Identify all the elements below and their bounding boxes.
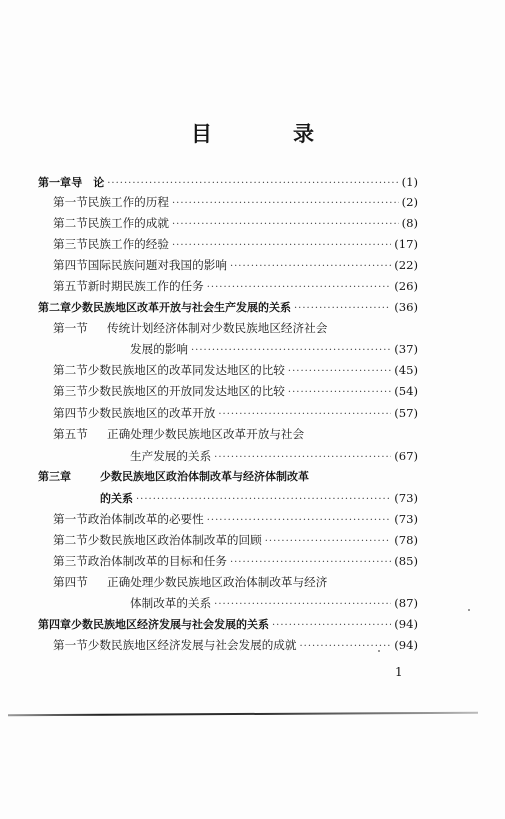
dot-leader <box>172 196 399 212</box>
toc-chapter-entry[interactable] <box>38 469 418 485</box>
scan-speck <box>468 609 470 611</box>
dot-leader <box>294 301 391 317</box>
entry-title-continued: 体制改革的关系 <box>130 596 212 610</box>
entry-page: (1) <box>401 175 418 189</box>
entry-title: 正确处理少数民族地区改革开放与社会 <box>107 427 305 441</box>
entry-title: 国际民族问题对我国的影响 <box>87 258 227 272</box>
entry-title: 传统计划经济体制对少数民族地区经济社会 <box>107 321 328 335</box>
section-number: 第一节 <box>53 321 88 335</box>
section-number: 第二节 <box>53 533 88 547</box>
toc-chapter-entry[interactable] <box>38 299 418 317</box>
entry-page: (54) <box>394 384 418 398</box>
toc-section-entry[interactable] <box>53 553 418 571</box>
entry-page: (94) <box>394 617 418 631</box>
dot-leader <box>207 513 391 529</box>
section-number: 第一节 <box>53 195 88 209</box>
toc-section-entry[interactable] <box>53 257 418 275</box>
section-number: 第四节 <box>53 575 88 589</box>
entry-title: 少数民族地区的开放同发达地区的比较 <box>87 384 285 398</box>
toc-entry-continuation[interactable] <box>100 490 418 508</box>
entry-page: (26) <box>394 279 418 293</box>
entry-title: 民族工作的经验 <box>87 237 169 251</box>
entry-title-continued: 发展的影响 <box>130 342 188 356</box>
toc-section-entry[interactable] <box>53 511 418 529</box>
toc-entry-continuation[interactable] <box>130 341 418 359</box>
entry-title: 民族工作的成就 <box>87 216 169 230</box>
entry-page: (36) <box>394 300 418 314</box>
entry-page: (17) <box>394 237 418 251</box>
toc-chapter-entry[interactable] <box>38 616 418 634</box>
section-number: 第一节 <box>53 638 88 652</box>
entry-title: 少数民族地区经济发展与社会发展的关系 <box>71 618 269 631</box>
entry-title: 导 论 <box>71 176 105 189</box>
section-number: 第五节 <box>53 279 88 293</box>
entry-page: (45) <box>394 363 418 377</box>
dot-leader <box>265 534 391 550</box>
toc-section-entry[interactable] <box>53 236 418 254</box>
toc-chapter-entry[interactable] <box>38 174 418 192</box>
dot-leader <box>214 450 391 466</box>
toc-section-entry[interactable] <box>53 383 418 401</box>
section-number: 第三节 <box>53 237 88 251</box>
dot-leader <box>300 639 392 655</box>
section-number: 第三节 <box>53 554 88 568</box>
entry-page: (87) <box>394 596 418 610</box>
entry-page: (8) <box>401 216 418 230</box>
section-number: 第二节 <box>53 216 88 230</box>
page-number: 1 <box>395 665 403 679</box>
entry-page: (94) <box>394 638 418 652</box>
chapter-number: 第二章 <box>38 301 71 314</box>
entry-page: (67) <box>394 449 418 463</box>
entry-title: 新时期民族工作的任务 <box>87 279 204 293</box>
section-number: 第五节 <box>53 427 88 441</box>
dot-leader <box>214 597 391 613</box>
toc-section-entry[interactable] <box>53 194 418 212</box>
entry-title: 少数民族地区的改革开放 <box>87 406 216 420</box>
dot-leader <box>288 364 391 380</box>
chapter-number: 第三章 <box>38 470 71 483</box>
dot-leader <box>230 259 391 275</box>
scan-speck <box>378 650 380 652</box>
dot-leader <box>172 238 391 254</box>
toc-section-entry[interactable] <box>53 215 418 233</box>
entry-page: (37) <box>394 342 418 356</box>
entry-title: 政治体制改革的目标和任务 <box>87 554 227 568</box>
toc-entry-continuation[interactable] <box>130 448 418 466</box>
entry-title: 正确处理少数民族地区政治体制改革与经济 <box>107 575 328 589</box>
dot-leader <box>107 176 398 192</box>
entry-title-continued: 生产发展的关系 <box>130 449 212 463</box>
entry-title: 少数民族地区经济发展与社会发展的成就 <box>87 638 297 652</box>
entry-page: (85) <box>394 554 418 568</box>
entry-title-continued: 的关系 <box>100 492 133 505</box>
entry-page: (57) <box>394 406 418 420</box>
toc-section-entry[interactable] <box>53 362 418 380</box>
dot-leader <box>136 492 391 508</box>
entry-page: (2) <box>401 195 418 209</box>
dot-leader <box>272 618 391 634</box>
section-number: 第四节 <box>53 406 88 420</box>
section-number: 第二节 <box>53 363 88 377</box>
dot-leader <box>288 385 391 401</box>
toc-section-entry[interactable] <box>53 405 418 423</box>
toc-section-entry[interactable] <box>53 574 418 590</box>
chapter-number: 第一章 <box>38 176 71 189</box>
entry-page: (22) <box>394 258 418 272</box>
chapter-number: 第四章 <box>38 618 71 631</box>
entry-page: (78) <box>394 533 418 547</box>
entry-title: 少数民族地区政治体制改革的回顾 <box>87 533 262 547</box>
entry-title: 少数民族地区改革开放与社会生产发展的关系 <box>71 301 291 314</box>
toc-entry-continuation[interactable] <box>130 595 418 613</box>
dot-leader <box>218 407 391 423</box>
toc-section-entry[interactable] <box>53 278 418 296</box>
entry-title: 民族工作的历程 <box>87 195 169 209</box>
entry-title: 少数民族地区政治体制改革与经济体制改革 <box>100 470 309 483</box>
section-number: 第一节 <box>53 512 88 526</box>
bottom-rule <box>8 712 478 716</box>
entry-title: 少数民族地区的改革同发达地区的比较 <box>87 363 285 377</box>
toc-section-entry[interactable] <box>53 532 418 550</box>
dot-leader <box>191 343 391 359</box>
dot-leader <box>207 280 391 296</box>
entry-page: (73) <box>394 512 418 526</box>
page-title: 目 录 <box>191 122 344 146</box>
toc-section-entry[interactable] <box>53 320 418 336</box>
toc-section-entry[interactable] <box>53 426 418 442</box>
dot-leader <box>172 217 399 233</box>
section-number: 第四节 <box>53 258 88 272</box>
toc-section-entry[interactable] <box>53 637 418 655</box>
entry-title: 政治体制改革的必要性 <box>87 512 204 526</box>
entry-page: (73) <box>394 491 418 505</box>
section-number: 第三节 <box>53 384 88 398</box>
dot-leader <box>230 555 391 571</box>
